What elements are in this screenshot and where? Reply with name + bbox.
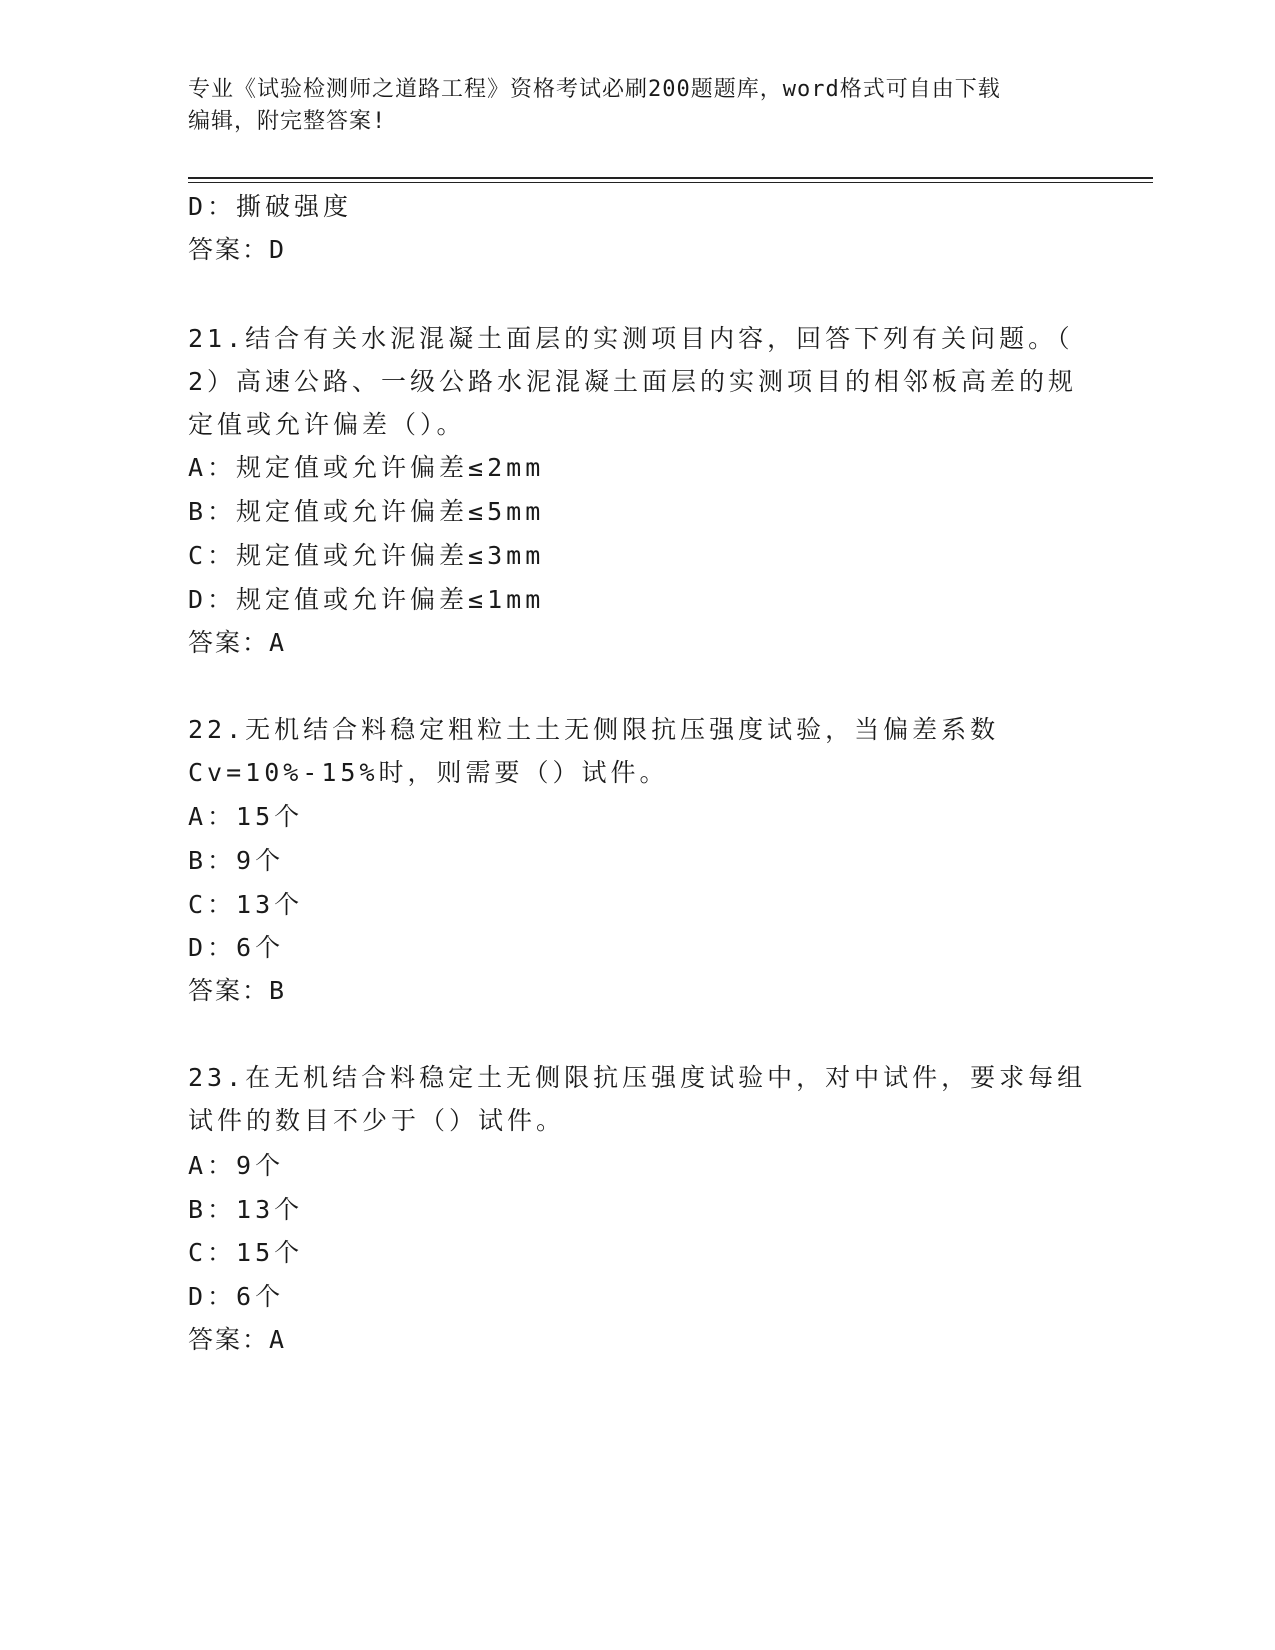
question-text-line: 试件的数目不少于（）试件。 (188, 1106, 566, 1135)
prev-question-option-d: D：撕破强度 (188, 192, 353, 221)
option-b: B：13个 (188, 1195, 304, 1224)
option-a: A：规定值或允许偏差≤2mm (188, 453, 545, 482)
question-text-line: 22.无机结合料稳定粗粒土土无侧限抗压强度试验，当偏差系数 (188, 715, 1000, 744)
answer-line: 答案：A (188, 1325, 287, 1354)
question-text-line: 21.结合有关水泥混凝土面层的实测项目内容，回答下列有关问题。（ (188, 324, 1074, 353)
header-title-line-1: 专业《试验检测师之道路工程》资格考试必刷200题题库，word格式可自由下载 (188, 77, 1001, 102)
answer-line: 答案：A (188, 628, 287, 657)
option-d: D：6个 (188, 1282, 285, 1311)
option-b: B：9个 (188, 846, 285, 875)
prev-question-answer: 答案：D (188, 235, 287, 264)
answer-line: 答案：B (188, 976, 287, 1005)
question-text-line: Cv=10%-15%时，则需要（）试件。 (188, 758, 669, 787)
question-text-line: 定值或允许偏差（）。 (188, 410, 466, 439)
option-d: D：6个 (188, 933, 285, 962)
option-d: D：规定值或允许偏差≤1mm (188, 585, 545, 614)
option-c: C：规定值或允许偏差≤3mm (188, 541, 545, 570)
header-title-line-2: 编辑，附完整答案! (188, 109, 387, 134)
question-text-line: 2）高速公路、一级公路水泥混凝土面层的实测项目的相邻板高差的规 (188, 367, 1078, 396)
page-header (188, 74, 1068, 138)
option-c: C：13个 (188, 890, 304, 919)
header-divider-thin (188, 182, 1153, 183)
option-a: A：15个 (188, 802, 304, 831)
option-b: B：规定值或允许偏差≤5mm (188, 497, 545, 526)
option-a: A：9个 (188, 1151, 285, 1180)
header-divider-thick (188, 177, 1153, 179)
question-text-line: 23.在无机结合料稳定土无侧限抗压强度试验中，对中试件，要求每组 (188, 1063, 1087, 1092)
option-c: C：15个 (188, 1238, 304, 1267)
